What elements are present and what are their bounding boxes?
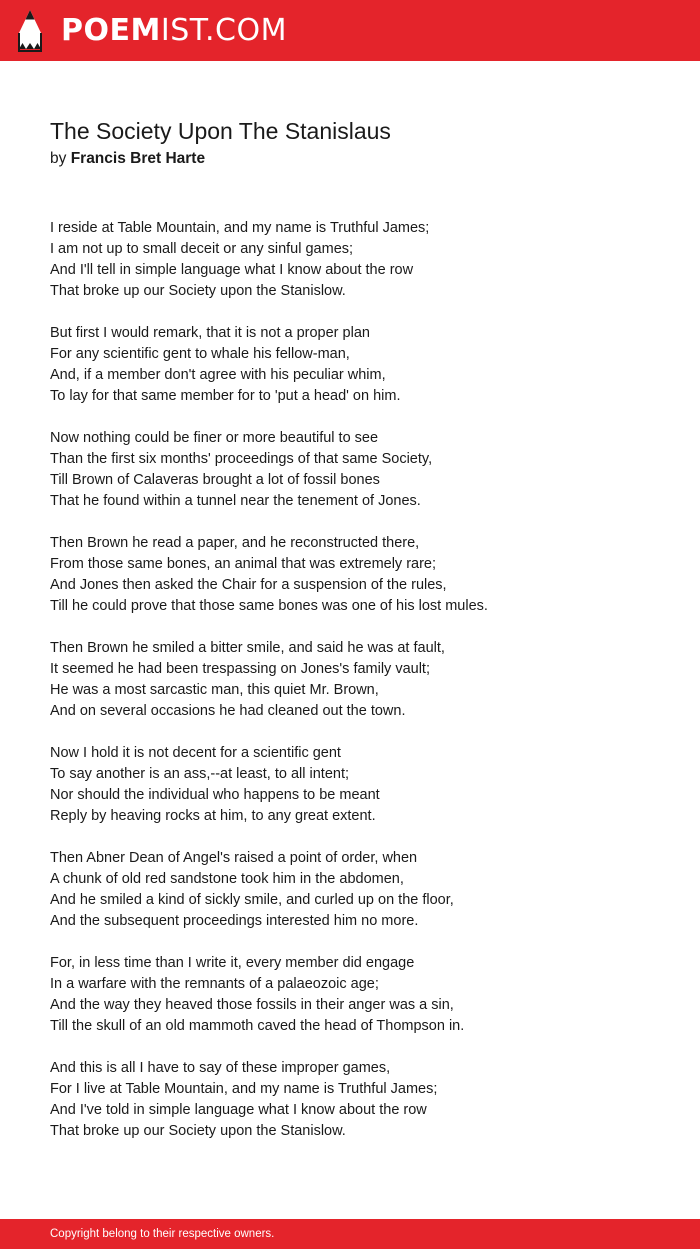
poem-line: And Jones then asked the Chair for a suspension of the rules, — [50, 577, 447, 593]
poem-line: In a warfare with the remnants of a palaeozoic age; — [50, 976, 379, 992]
poem-stanza — [50, 743, 670, 827]
poem-line: A chunk of old red sandstone took him in the abdomen, — [50, 871, 404, 887]
poem-line: Till the skull of an old mammoth caved the head of Thompson in. — [50, 1018, 465, 1034]
poem-stanza — [50, 323, 670, 407]
poem-stanza — [50, 1058, 670, 1142]
poem-stanza — [50, 218, 670, 302]
poem-stanza — [50, 953, 670, 1037]
poem-line: But first I would remark, that it is not a proper plan — [50, 325, 370, 341]
poem-line: He was a most sarcastic man, this quiet Mr. Brown, — [50, 682, 379, 698]
poem-line: To lay for that same member for to 'put a head' on him. — [50, 388, 401, 404]
brand-name-light: IST.COM — [160, 13, 287, 48]
poem-line: And the way they heaved those fossils in their anger was a sin, — [50, 997, 454, 1013]
poem-stanza — [50, 638, 670, 722]
poem-stanza — [50, 848, 670, 932]
poem-line: Then Brown he smiled a bitter smile, and said he was at fault, — [50, 640, 445, 656]
copyright-notice: Copyright belong to their respective owners. — [50, 1228, 275, 1240]
poem-line: Reply by heaving rocks at him, to any great extent. — [50, 808, 376, 824]
poem-line: I am not up to small deceit or any sinful games; — [50, 241, 354, 257]
poem-line: For any scientific gent to whale his fellow-man, — [50, 346, 350, 362]
poem-line: For I live at Table Mountain, and my name is Truthful James; — [50, 1081, 438, 1097]
poem-line: That he found within a tunnel near the tenement of Jones. — [50, 493, 421, 509]
poem-line: Now nothing could be finer or more beautiful to see — [50, 430, 379, 446]
poem-line: Then Abner Dean of Angel's raised a point of order, when — [50, 850, 418, 866]
brand-name-bold: POEM — [61, 13, 161, 48]
poem-line: For, in less time than I write it, every member did engage — [50, 955, 415, 971]
poem-line: That broke up our Society upon the Stanislow. — [50, 1123, 346, 1139]
poem-line: And this is all I have to say of these improper games, — [50, 1060, 391, 1076]
poem-stanza — [50, 533, 670, 617]
pencil-logo-icon — [17, 9, 43, 53]
poem-line: And on several occasions he had cleaned out the town. — [50, 703, 406, 719]
poem-line: And I've told in simple language what I know about the row — [50, 1102, 427, 1118]
poem-line: Than the first six months' proceedings of that same Society, — [50, 451, 433, 467]
poem-line: And, if a member don't agree with his peculiar whim, — [50, 367, 386, 383]
poem-line: Till Brown of Calaveras brought a lot of fossil bones — [50, 472, 380, 488]
poem-line: To say another is an ass,--at least, to all intent; — [50, 766, 350, 782]
poem-line: And the subsequent proceedings interested him no more. — [50, 913, 419, 929]
poem-line: From those same bones, an animal that was extremely rare; — [50, 556, 437, 572]
site-header — [0, 0, 700, 61]
poem-line: Till he could prove that those same bones was one of his lost mules. — [50, 598, 488, 614]
poem-line: I reside at Table Mountain, and my name is Truthful James; — [50, 220, 430, 236]
poem-line: Nor should the individual who happens to be meant — [50, 787, 380, 803]
by-label: by — [50, 150, 67, 167]
poem-line: And I'll tell in simple language what I know about the row — [50, 262, 414, 278]
poem-line: Then Brown he read a paper, and he reconstructed there, — [50, 535, 420, 551]
poem-stanza — [50, 428, 670, 512]
poem-title: The Society Upon The Stanislaus — [50, 118, 391, 144]
poem-line: It seemed he had been trespassing on Jones's family vault; — [50, 661, 430, 677]
poem-byline — [50, 148, 205, 170]
site-footer — [0, 1219, 700, 1249]
poem-line: And he smiled a kind of sickly smile, and curled up on the floor, — [50, 892, 454, 908]
brand-name — [61, 9, 287, 53]
site-logo-link[interactable] — [17, 9, 287, 53]
poem-line: That broke up our Society upon the Stanislow. — [50, 283, 346, 299]
poem-author: Francis Bret Harte — [70, 150, 206, 167]
poem-line: Now I hold it is not decent for a scientific gent — [50, 745, 341, 761]
poem-body — [50, 218, 670, 1163]
